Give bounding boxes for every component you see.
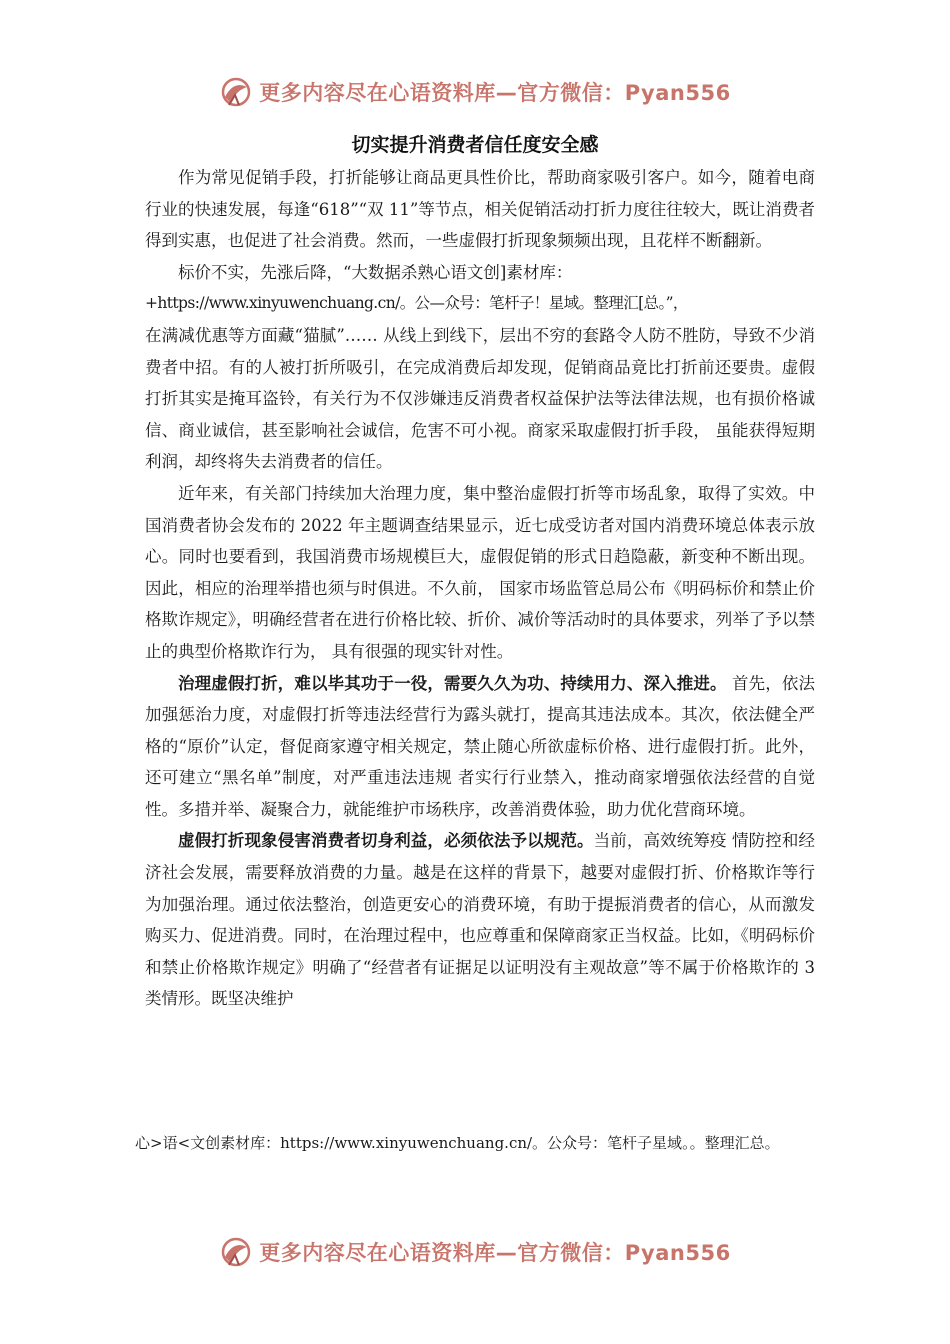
paragraph-5 <box>145 825 815 1015</box>
paragraph-1: 作为常见促销手段，打折能够让商品更具性价比，帮助商家吸引客户。如今，随着电商行业的快速发展，每逢“618”“双 11”等节点，相关促销活动打折力度往往较大，既让消费者得到实惠，也促进了社会消费。然而，一些虚假打折现象频频出现，且花样不断翻新。 <box>145 168 815 251</box>
header-banner <box>0 72 950 112</box>
ribbon-logo-icon <box>219 75 253 109</box>
paragraph-5-lead: 虚假打折现象侵害消费者切身利益，必须依法予以规范。 <box>178 831 594 851</box>
article-body <box>145 162 815 1015</box>
banner-text: 更多内容尽在心语资料库—官方微信：Pyan556 <box>259 1241 731 1265</box>
footer-note: 心>语<文创素材库：https://www.xinyuwenchuang.cn/。公众号：笔杆子星域。。整理汇总。 <box>135 1134 780 1152</box>
paragraph-3: 近年来，有关部门持续加大治理力度，集中整治虚假打折等市场乱象，取得了实效。中国消费者协会发布的 2022 年主题调查结果显示，近七成受访者对国内消费环境总体表示放心。同时也要看到，我国消费市场规模巨大，虚假促销的形式日趋隐蔽，新变种不断出现。因此，相应的治理举措也须与时俱进。不久前， 国家市场监管总局公布《明码标价和禁止价格欺诈规定》，明确经营者在进行价格比较、折价、减价等活动时的具体要求，列举了予以禁止的典型价格欺诈行为， 具有很强的现实针对性。 <box>145 483 815 661</box>
paragraph-4-lead: 治理虚假打折，难以毕其功于一役，需要久久为功、持续用力、深入推进。 <box>178 673 727 693</box>
ribbon-logo-icon <box>219 1235 253 1269</box>
paragraph-2-rest: 在满减优惠等方面藏“猫腻”…… 从线上到线下，层出不穷的套路令人防不胜防，导致不少消费者中招。有的人被打折所吸引，在完成消费后却发现，促销商品竟比打折前还要贵。虚假打折其实是掩耳盗铃，有关行为不仅涉嫌违反消费者权益保护法等法律法规，也有损价格诚信、商业诚信，甚至影响社会诚信，危害不可小视。商家采取虚假打折手段， 虽能获得短期利润，却终将失去消费者的信任。 <box>145 325 815 472</box>
paragraph-5-text: 当前，高效统筹疫 情防控和经济社会发展，需要释放消费的力量。越是在这样的背景下，越要对虚假打折、价格欺诈等行为加强治理。通过依法整治，创造更安心的消费环境，有助于提振消费者的信心，从而激发购买力、促进消费。同时，在治理过程中，也应尊重和保障商家正当权益。比如，《明码标价和禁止价格欺诈规定》明确了“经营者有证据足以证明没有主观故意”等不属于价格欺诈的 3 类情形。既坚决维护 <box>145 831 815 1009</box>
paragraph-2-url-line: +https://www.xinyuwenchuang.cn/。公—众号：笔杆子！星域。整理汇[总。”， <box>145 294 688 313</box>
page-title: 切实提升消费者信任度安全感 <box>351 134 599 156</box>
paragraph-4 <box>145 668 815 826</box>
footer-banner <box>0 1232 950 1272</box>
paragraph-4-text: 首先，依法加强惩治力度，对虚假打折等违法经营行为露头就打，提高其违法成本。其次，依法健全严格的“原价”认定，督促商家遵守相关规定，禁止随心所欲虚标价格、进行虚假打折。此外，还可建立“黑名单”制度，对严重违法违规 者实行行业禁入，推动商家增强依法经营的自觉性。多措并举、凝聚合力，就能维护市场秩序，改善消费体验，助力优化营商环境。 <box>145 673 815 819</box>
banner-text: 更多内容尽在心语资料库—官方微信：Pyan556 <box>259 81 731 105</box>
paragraph-2-line-1: 标价不实，先涨后降，“大数据杀熟心语文创]素材库： <box>178 262 573 282</box>
